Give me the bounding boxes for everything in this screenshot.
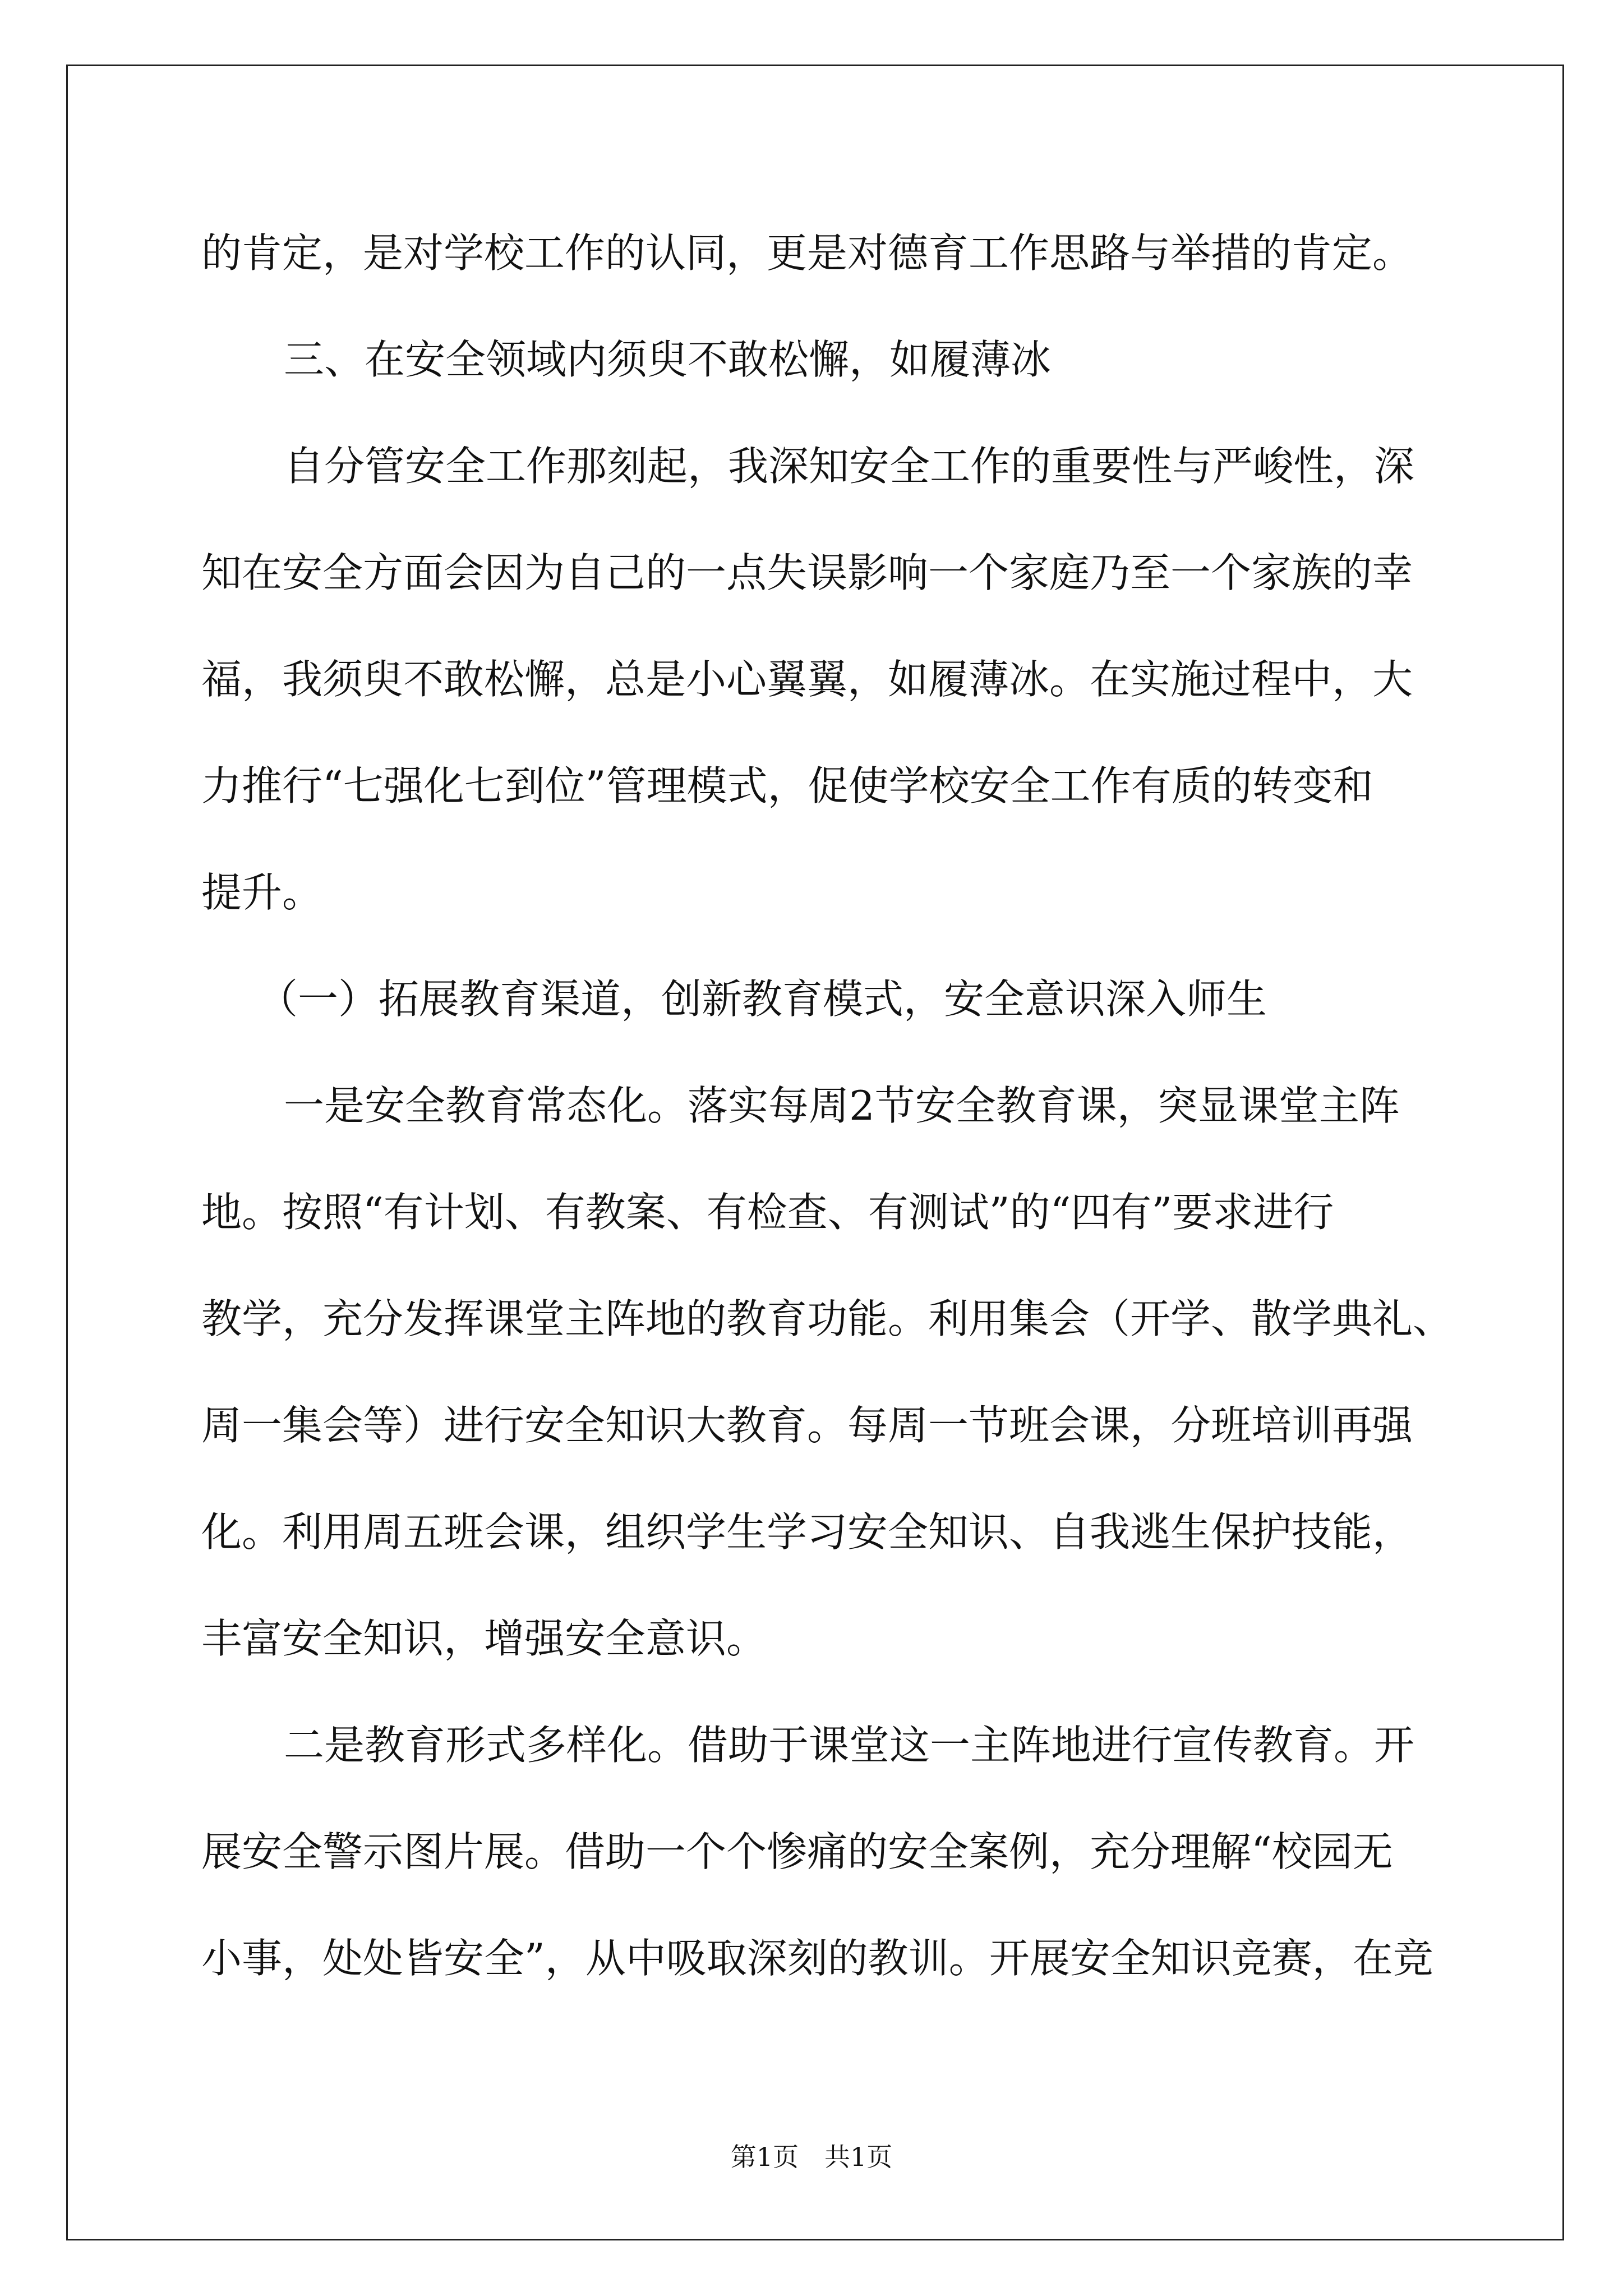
text-line: 化。利用周五班会课，组织学生学习安全知识、自我逃生保护技能， <box>201 1508 1413 1556</box>
text-line: 展安全警示图片展。借助一个个惨痛的安全案例，充分理解“校园无 <box>201 1828 1393 1875</box>
text-line: 教学，充分发挥课堂主阵地的教育功能。利用集会（开学、散学典礼、 <box>201 1295 1454 1342</box>
document-body <box>201 200 1508 2012</box>
text-line: 一是安全教育常态化。落实每周2节安全教育课，突显课堂主阵 <box>284 1082 1400 1129</box>
paragraph <box>201 1052 1508 1692</box>
text-line: 二是教育形式多样化。借助于课堂这一主阵地进行宣传教育。开 <box>284 1722 1415 1769</box>
text-line: 力推行“七强化七到位”管理模式，促使学校安全工作有质的转变和 <box>201 762 1373 809</box>
section-heading <box>201 306 1508 413</box>
text-line: 的肯定，是对学校工作的认同，更是对德育工作思路与举措的肯定。 <box>201 229 1413 277</box>
text-line: 小事，处处皆安全”，从中吸取深刻的教训。开展安全知识竞赛，在竞 <box>201 1935 1433 1982</box>
heading-line: 三、在安全领域内须臾不敢松懈，如履薄冰 <box>284 336 1052 383</box>
subsection-heading <box>201 946 1508 1052</box>
text-line: 提升。 <box>201 869 323 916</box>
heading-line: （一）拓展教育渠道，创新教育模式，安全意识深入师生 <box>257 976 1267 1023</box>
page-number-footer: 第1页 共1页 <box>730 2142 893 2172</box>
text-line: 周一集会等）进行安全知识大教育。每周一节班会课，分班培训再强 <box>201 1402 1413 1449</box>
text-line: 自分管安全工作那刻起，我深知安全工作的重要性与严峻性，深 <box>284 443 1415 490</box>
paragraph-continuation <box>201 200 1508 306</box>
paragraph <box>201 1692 1508 2012</box>
text-line: 知在安全方面会因为自己的一点失误影响一个家庭乃至一个家族的幸 <box>201 549 1413 596</box>
text-line: 丰富安全知识，增强安全意识。 <box>201 1615 767 1662</box>
text-line: 福，我须臾不敢松懈，总是小心翼翼，如履薄冰。在实施过程中，大 <box>201 656 1413 703</box>
paragraph <box>201 413 1508 946</box>
text-line: 地。按照“有计划、有教案、有检查、有测试”的“四有”要求进行 <box>201 1189 1334 1236</box>
